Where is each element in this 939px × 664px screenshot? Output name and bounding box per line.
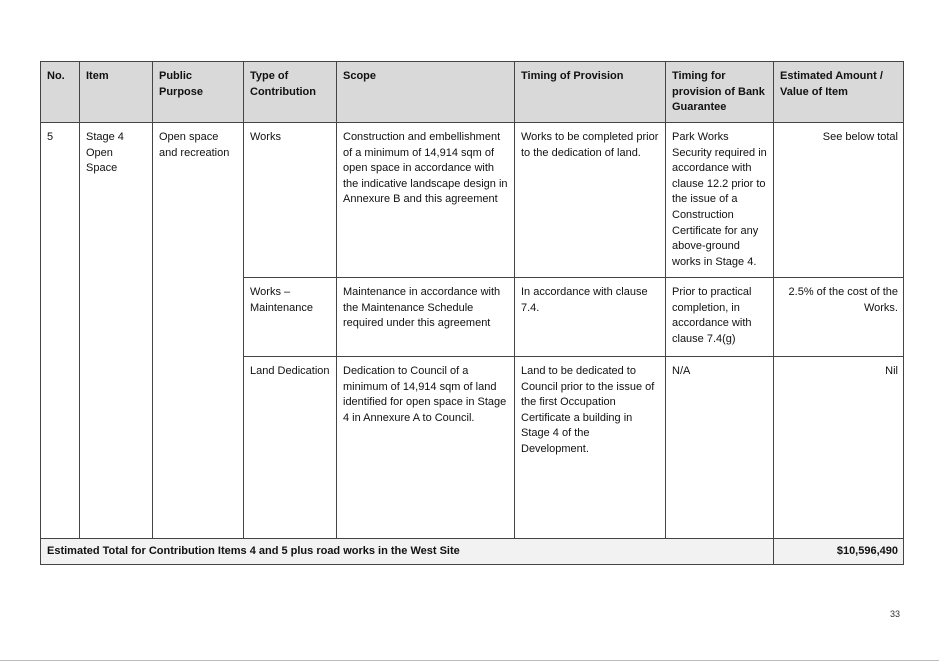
row-scope: Dedication to Council of a minimum of 14,914 sqm of land identified for open space in Stage 4 in Annexure A to Council. [337, 357, 515, 539]
row-type: Works – Maintenance [244, 278, 337, 357]
row-type: Land Dedication [244, 357, 337, 539]
row-timing-bank: Park Works Security required in accordance with clause 12.2 prior to the issue of a Construction Certificate for any above-ground works in Stage 4. [666, 123, 774, 278]
item-name: Stage 4 Open Space [80, 123, 153, 539]
page-divider [0, 660, 939, 661]
header-type-of-contribution: Type of Contribution [244, 62, 337, 123]
row-amount: See below total [774, 123, 904, 278]
header-timing-of-provision: Timing of Provision [515, 62, 666, 123]
contributions-table [40, 61, 904, 565]
total-row [41, 539, 904, 565]
row-timing-bank: Prior to practical completion, in accordance with clause 7.4(g) [666, 278, 774, 357]
row-timing-provision: Land to be dedicated to Council prior to the issue of the first Occupation Certificate a building in Stage 4 of the Development. [515, 357, 666, 539]
row-timing-bank: N/A [666, 357, 774, 539]
row-timing-provision: Works to be completed prior to the dedication of land. [515, 123, 666, 278]
table-row [41, 123, 904, 278]
row-scope: Construction and embellishment of a minimum of 14,914 sqm of open space in accordance with the indicative landscape design in Annexure B and this agreement [337, 123, 515, 278]
total-label: Estimated Total for Contribution Items 4 and 5 plus road works in the West Site [41, 539, 774, 565]
header-timing-bank-guarantee: Timing for provision of Bank Guarantee [666, 62, 774, 123]
header-public-purpose: Public Purpose [153, 62, 244, 123]
header-item: Item [80, 62, 153, 123]
row-scope: Maintenance in accordance with the Maintenance Schedule required under this agreement [337, 278, 515, 357]
header-no: No. [41, 62, 80, 123]
row-timing-provision: In accordance with clause 7.4. [515, 278, 666, 357]
row-amount: Nil [774, 357, 904, 539]
page-number: 33 [889, 609, 900, 619]
row-type: Works [244, 123, 337, 278]
header-scope: Scope [337, 62, 515, 123]
row-amount: 2.5% of the cost of the Works. [774, 278, 904, 357]
header-estimated-amount: Estimated Amount / Value of Item [774, 62, 904, 123]
table-header-row [41, 62, 904, 123]
total-value: $10,596,490 [774, 539, 904, 565]
item-public-purpose: Open space and recreation [153, 123, 244, 539]
item-number: 5 [41, 123, 80, 539]
